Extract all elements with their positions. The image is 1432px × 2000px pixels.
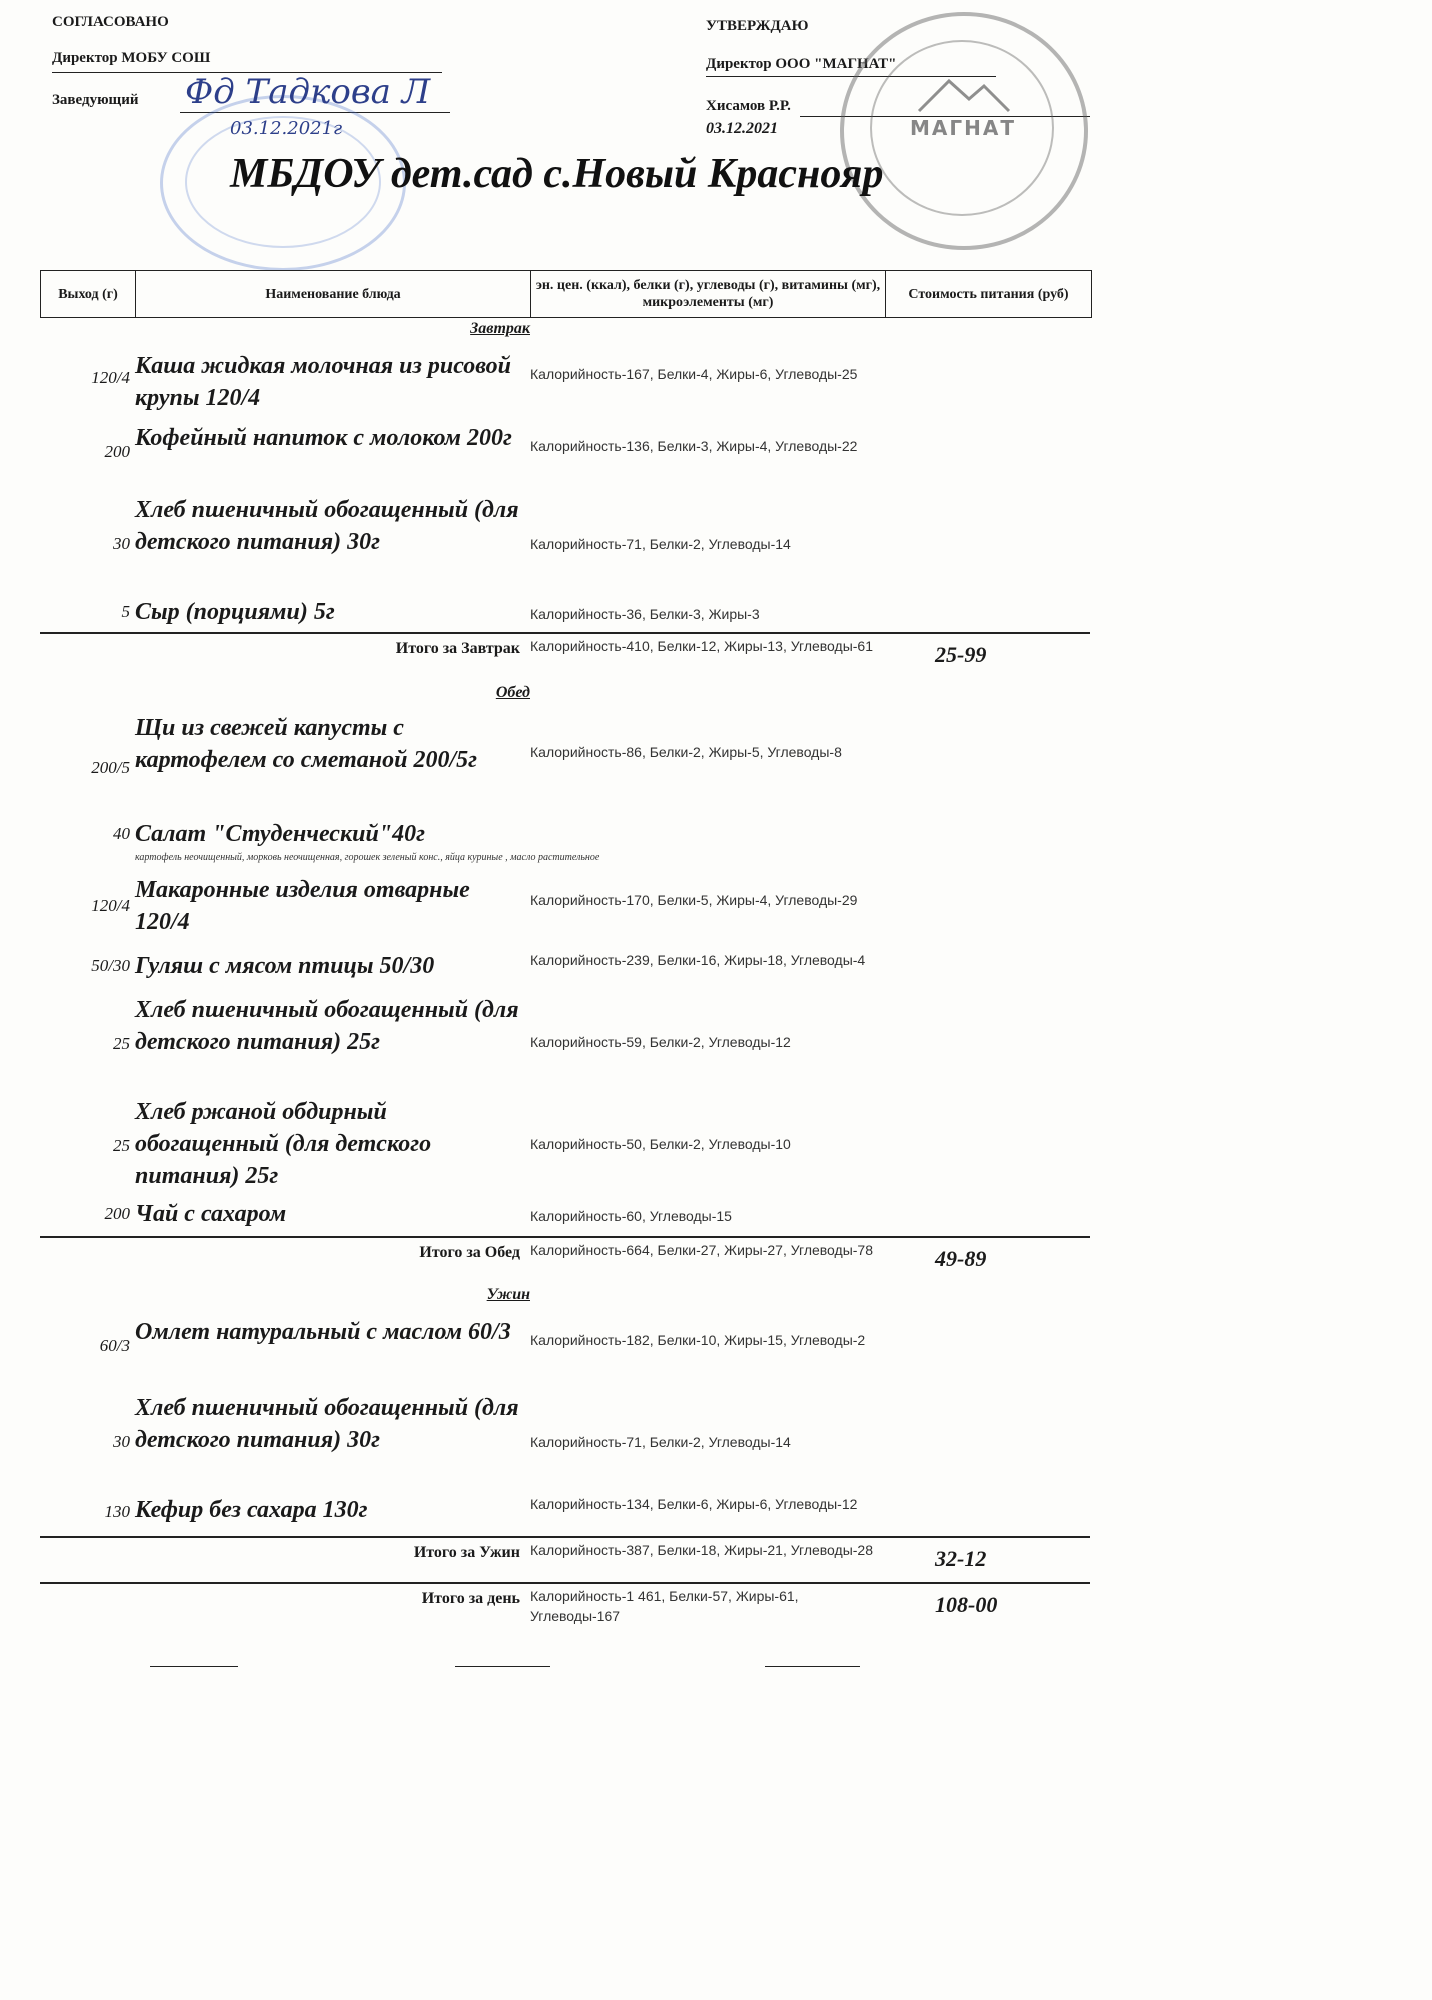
nutrition-cell: Калорийность-239, Белки-16, Жиры-18, Углеводы-4 — [530, 952, 866, 968]
nutrition-cell: Калорийность-50, Белки-2, Углеводы-10 — [530, 1136, 791, 1152]
day-total-cost: 108-00 — [935, 1592, 998, 1617]
nutrition-cell: Калорийность-134, Белки-6, Жиры-6, Углеводы-12 — [530, 1496, 858, 1512]
dinner-total-nutrition: Калорийность-387, Белки-18, Жиры-21, Углеводы-28 — [530, 1542, 873, 1558]
dish-name: Сыр (порциями) 5г — [135, 599, 335, 625]
dinner-total-label: Итого за Ужин — [413, 1544, 520, 1561]
dish-name: Хлеб пшеничный обогащенный (для детского питания) 30г — [135, 1395, 519, 1453]
nutrition-cell: Калорийность-136, Белки-3, Жиры-4, Углеводы-22 — [530, 438, 858, 454]
yield-cell: 5 — [121, 602, 130, 621]
dish-name: Хлеб пшеничный обогащенный (для детского питания) 25г — [135, 997, 519, 1055]
approval-left-position: Директор МОБУ СОШ — [52, 50, 211, 66]
dish-name: Салат "Студенческий"40г — [135, 821, 425, 847]
yield-cell: 40 — [113, 824, 130, 843]
yield-cell: 200/5 — [91, 758, 130, 777]
lunch-total-cost: 49-89 — [935, 1246, 987, 1271]
approval-right-heading: УТВЕРЖДАЮ — [706, 18, 809, 34]
yield-cell: 200 — [104, 1204, 130, 1223]
dish-name: Чай с сахаром — [135, 1201, 287, 1227]
yield-cell: 25 — [113, 1034, 130, 1053]
yield-cell: 50/30 — [91, 956, 130, 975]
approval-right-position: Директор ООО "МАГНАТ" — [706, 56, 897, 72]
approval-right-name: Хисамов Р.Р. — [706, 98, 791, 114]
handwritten-date: 03.12.2021г — [230, 118, 343, 139]
divider — [40, 1582, 1090, 1584]
col-cost-header: Стоимость питания (руб) — [908, 286, 1069, 302]
nutrition-cell: Калорийность-59, Белки-2, Углеводы-12 — [530, 1034, 791, 1050]
lunch-total-nutrition: Калорийность-664, Белки-27, Жиры-27, Углеводы-78 — [530, 1242, 873, 1258]
nutrition-cell: Калорийность-71, Белки-2, Углеводы-14 — [530, 536, 791, 552]
dish-name: Макаронные изделия отварные 120/4 — [135, 877, 470, 935]
handwritten-signature: Фд Тадкова Л — [185, 72, 431, 112]
table-header — [40, 270, 1092, 318]
dish-name: Щи из свежей капусты с картофелем со сметаной 200/5г — [135, 715, 477, 773]
round-stamp-right — [840, 12, 1088, 250]
divider — [40, 632, 1090, 634]
yield-cell: 30 — [113, 534, 130, 553]
yield-cell: 130 — [104, 1502, 130, 1521]
signature-line — [455, 1666, 550, 1667]
dinner-total-cost: 32-12 — [935, 1546, 987, 1571]
section-dinner-title: Ужин — [486, 1286, 530, 1303]
yield-cell: 120/4 — [91, 368, 130, 387]
signature-line — [765, 1666, 860, 1667]
day-total-nutrition: Калорийность-1 461, Белки-57, Жиры-61, Углеводы-167 — [530, 1588, 799, 1624]
approval-date: 03.12.2021 — [706, 120, 778, 137]
dish-name: Хлеб пшеничный обогащенный (для детского питания) 30г — [135, 497, 519, 555]
nutrition-cell: Калорийность-86, Белки-2, Жиры-5, Углеводы-8 — [530, 744, 842, 760]
dish-name: Хлеб ржаной обдирный обогащенный (для детского питания) 25г — [135, 1099, 432, 1189]
approval-left-heading: СОГЛАСОВАНО — [52, 14, 169, 30]
yield-cell: 200 — [104, 442, 130, 461]
nutrition-cell: Калорийность-167, Белки-4, Жиры-6, Углеводы-25 — [530, 366, 858, 382]
nutrition-cell: Калорийность-182, Белки-10, Жиры-15, Углеводы-2 — [530, 1332, 866, 1348]
dish-name: Гуляш с мясом птицы 50/30 — [135, 953, 435, 979]
stamp-logo-text: МАГНАТ — [910, 116, 1016, 140]
yield-cell: 60/3 — [99, 1336, 130, 1355]
section-lunch-title: Обед — [495, 684, 530, 701]
lunch-total-label: Итого за Обед — [419, 1244, 520, 1261]
breakfast-total-nutrition: Калорийность-410, Белки-12, Жиры-13, Углеводы-61 — [530, 638, 873, 654]
col-yield-header: Выход (г) — [41, 271, 136, 317]
dish-name: Омлет натуральный с маслом 60/3 — [135, 1319, 511, 1345]
nutrition-cell: Калорийность-170, Белки-5, Жиры-4, Углеводы-29 — [530, 892, 858, 908]
yield-cell: 25 — [113, 1136, 130, 1155]
day-total-label: Итого за день — [421, 1590, 520, 1607]
yield-cell: 30 — [113, 1432, 130, 1451]
col-nutrition-header: эн. цен. (ккал), белки (г), углеводы (г), витамины (мг), микроэлементы (мг) — [531, 271, 886, 317]
dish-name: Кофейный напиток с молоком 200г — [135, 425, 512, 451]
nutrition-cell: Калорийность-60, Углеводы-15 — [530, 1208, 732, 1224]
mountain-logo-icon — [914, 71, 1014, 116]
nutrition-cell: Калорийность-36, Белки-3, Жиры-3 — [530, 606, 760, 622]
col-name-header: Наименование блюда — [136, 271, 531, 317]
divider — [40, 1536, 1090, 1538]
section-breakfast-title: Завтрак — [470, 320, 530, 337]
signature-line — [150, 1666, 238, 1667]
dish-ingredients-note: картофель неочищенный, морковь неочищенная, горошек зеленый конс., яйца куриные , масло растительное — [135, 852, 600, 863]
dish-name: Каша жидкая молочная из рисовой крупы 120/4 — [135, 353, 511, 411]
approval-left-head: Заведующий — [52, 92, 139, 108]
divider — [40, 1236, 1090, 1238]
page-title: МБДОУ дет.сад с.Новый Краснояр — [230, 151, 884, 197]
breakfast-total-label: Итого за Завтрак — [395, 640, 520, 657]
nutrition-cell: Калорийность-71, Белки-2, Углеводы-14 — [530, 1434, 791, 1450]
dish-name: Кефир без сахара 130г — [135, 1497, 368, 1523]
breakfast-total-cost: 25-99 — [935, 642, 987, 667]
yield-cell: 120/4 — [91, 896, 130, 915]
